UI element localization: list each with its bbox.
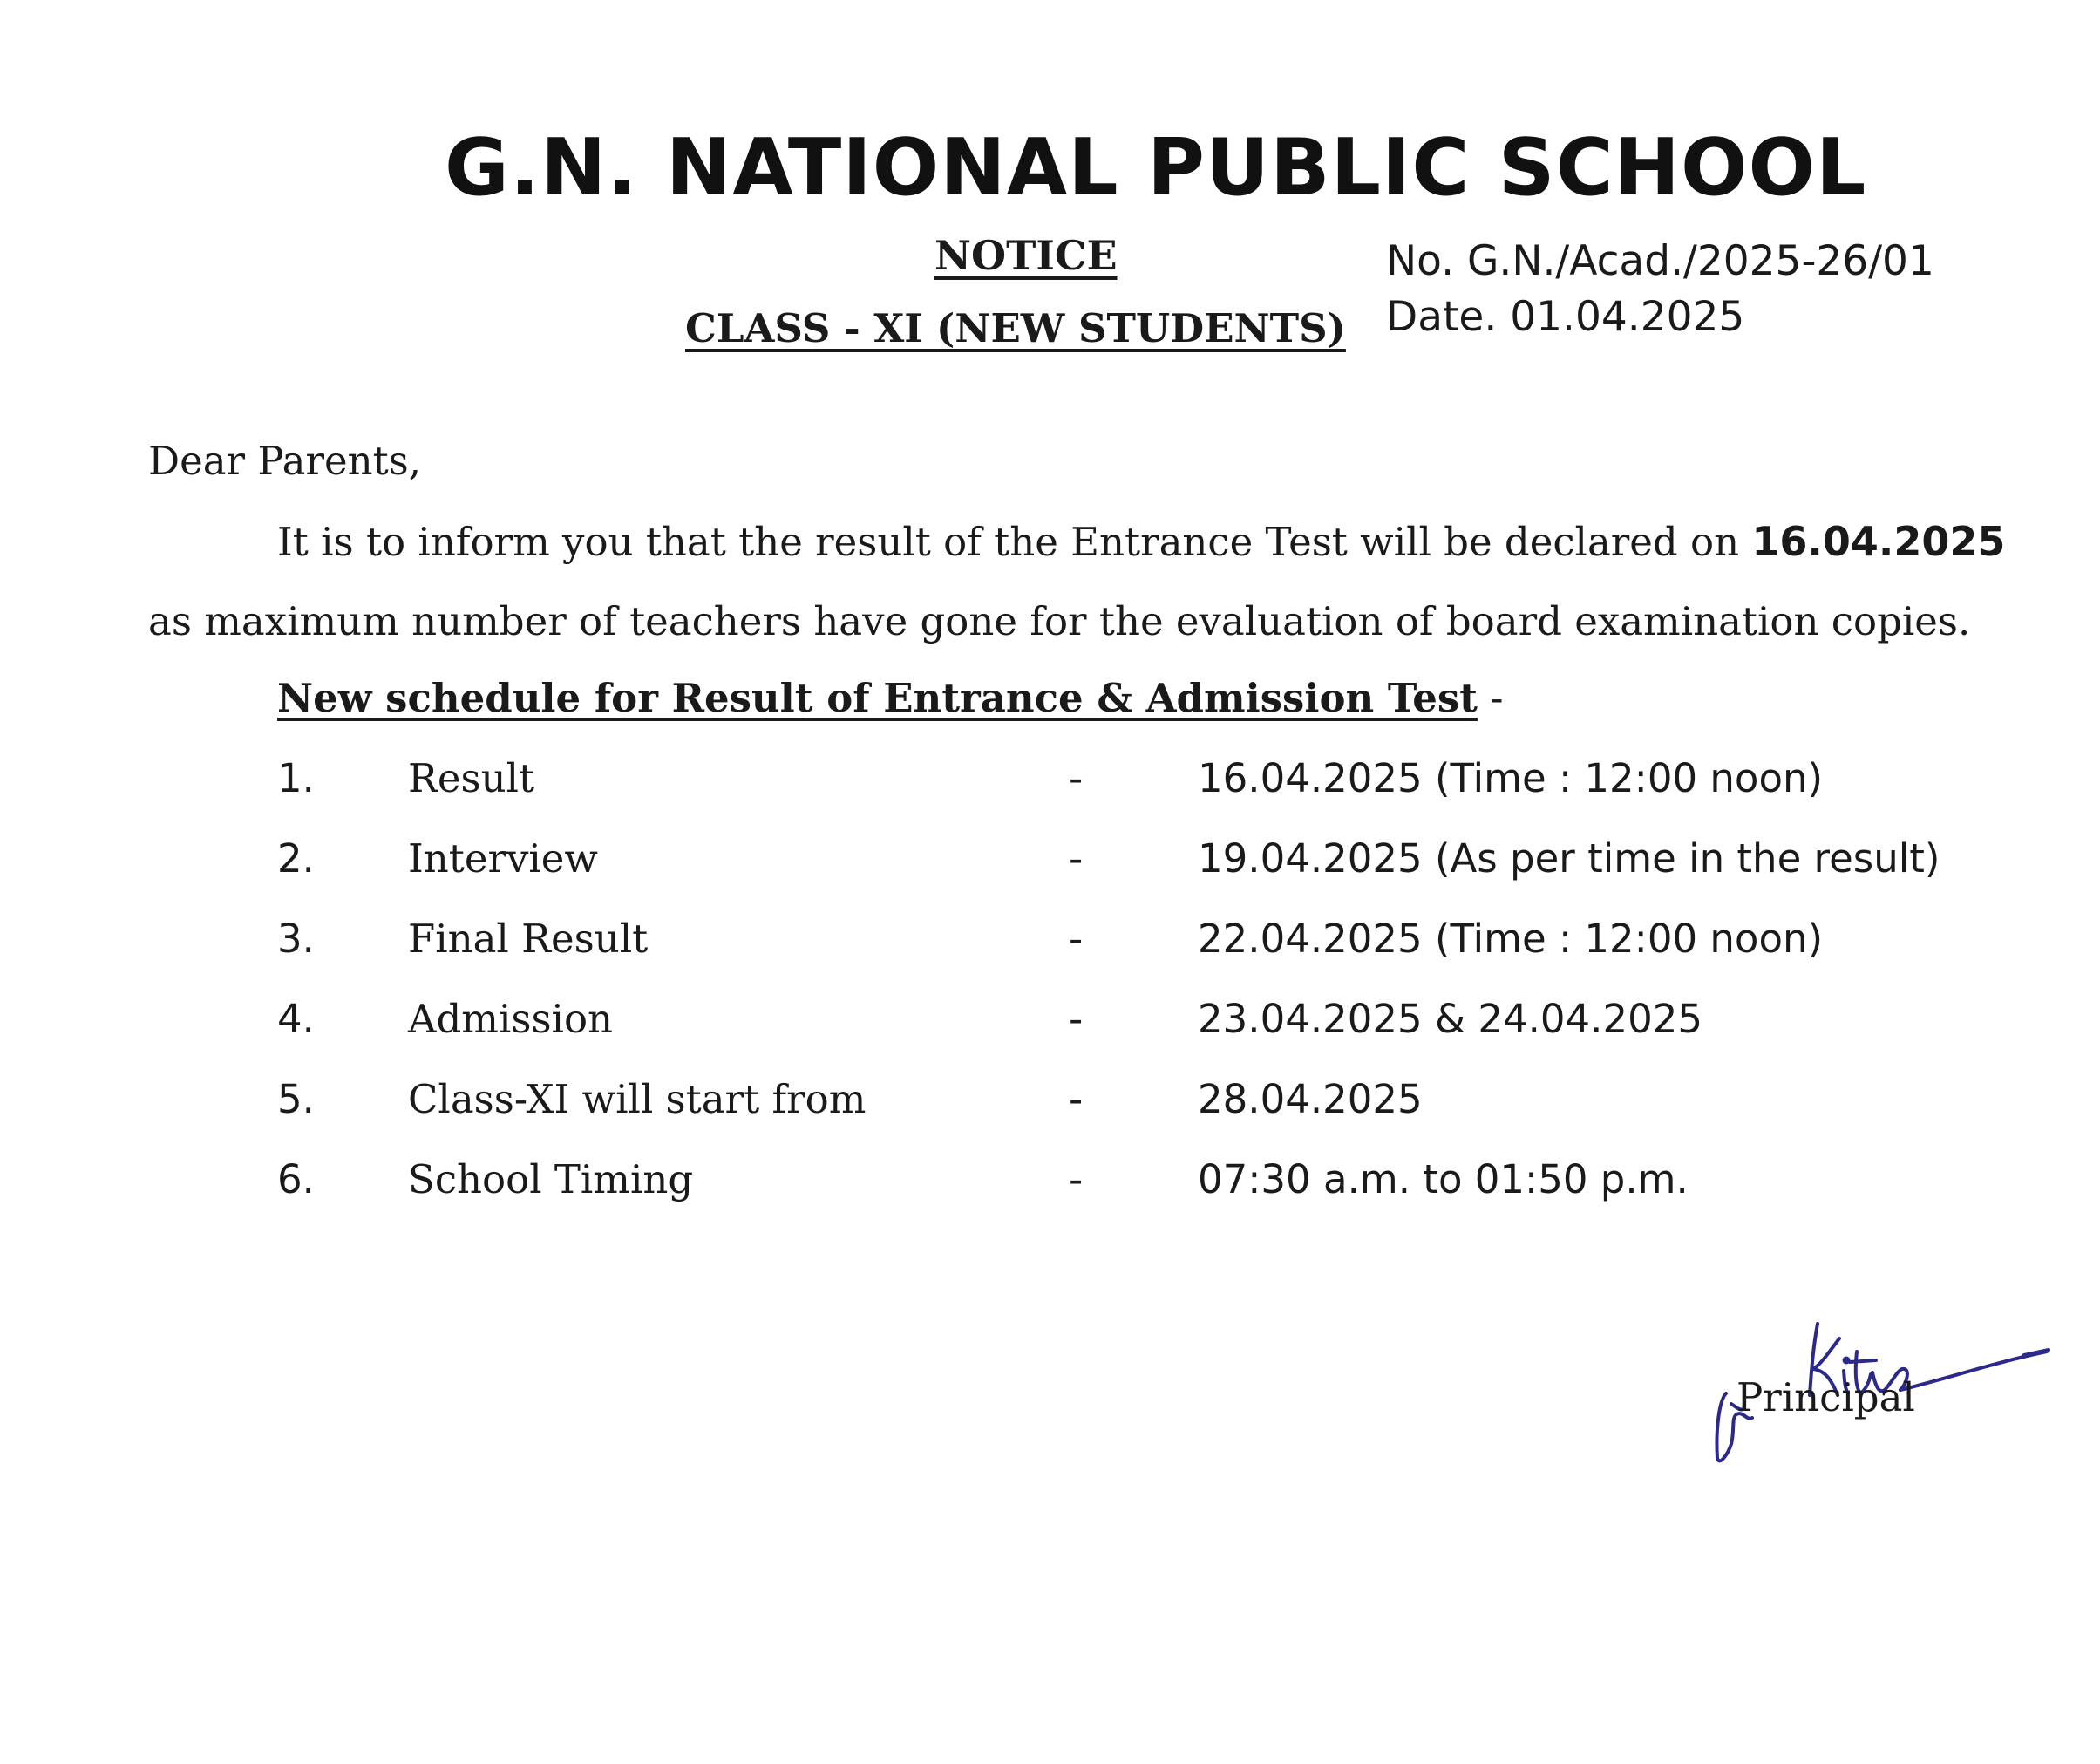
result-date: 16.04.2025	[1751, 518, 2006, 565]
row-item: Result	[408, 755, 535, 801]
schedule-row	[0, 835, 2100, 896]
row-number: 4.	[277, 996, 315, 1042]
row-separator: -	[1069, 835, 1084, 882]
row-value: 16.04.2025 (Time : 12:00 noon)	[1198, 755, 1824, 801]
row-value: 19.04.2025 (As per time in the result)	[1198, 835, 1940, 882]
row-item: Admission	[408, 996, 614, 1042]
row-number: 3.	[277, 916, 315, 962]
row-separator: -	[1069, 996, 1084, 1042]
row-item: School Timing	[408, 1156, 694, 1202]
row-separator: -	[1069, 755, 1084, 801]
row-item: Class-XI will start from	[408, 1076, 867, 1122]
paragraph-line-1	[277, 518, 2005, 565]
schedule-row	[0, 996, 2100, 1057]
class-heading: CLASS - XI (NEW STUDENTS)	[685, 305, 1346, 351]
salutation: Dear Parents,	[148, 438, 422, 484]
schedule-heading-text: New schedule for Result of Entrance & Admission Test	[277, 675, 1478, 721]
principal-label: Principal	[1736, 1374, 1915, 1420]
row-separator: -	[1069, 1076, 1084, 1122]
row-item: Interview	[408, 835, 598, 882]
notice-heading: NOTICE	[934, 232, 1118, 279]
row-value: 07:30 a.m. to 01:50 p.m.	[1198, 1156, 1689, 1202]
row-number: 6.	[277, 1156, 315, 1202]
row-number: 2.	[277, 835, 315, 882]
row-number: 5.	[277, 1076, 315, 1122]
schedule-row	[0, 1156, 2100, 1217]
row-separator: -	[1069, 916, 1084, 962]
schedule-heading-dash: -	[1477, 675, 1504, 721]
row-value: 22.04.2025 (Time : 12:00 noon)	[1198, 916, 1824, 962]
paragraph-text: It is to inform you that the result of the Entrance Test will be declared on	[277, 519, 1752, 565]
notice-date: Date. 01.04.2025	[1386, 293, 1745, 341]
row-item: Final Result	[408, 916, 649, 962]
paragraph-line-2: as maximum number of teachers have gone for the evaluation of board examination copies.	[148, 598, 1971, 644]
reference-number: No. G.N./Acad./2025-26/01	[1386, 237, 1934, 285]
row-number: 1.	[277, 755, 315, 801]
row-separator: -	[1069, 1156, 1084, 1202]
row-value: 28.04.2025	[1198, 1076, 1423, 1122]
schedule-row	[0, 1076, 2100, 1137]
school-name: G.N. NATIONAL PUBLIC SCHOOL	[445, 122, 1867, 214]
schedule-heading	[277, 675, 1503, 721]
schedule-row	[0, 916, 2100, 977]
row-value: 23.04.2025 & 24.04.2025	[1198, 996, 1703, 1042]
schedule-row	[0, 755, 2100, 816]
